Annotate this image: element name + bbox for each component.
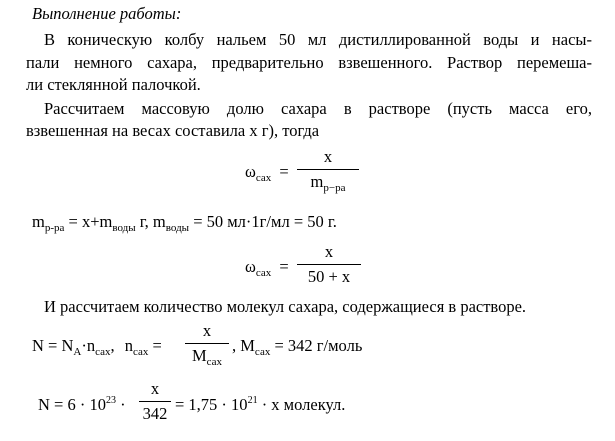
- paragraph-1-line-1: В коническую колбу нальем 50 мл дистиллированной воды и насы-: [44, 30, 592, 49]
- fraction-x-over-342: [139, 381, 171, 422]
- paragraph-1-line-3: ли стеклянной палочкой.: [26, 75, 201, 94]
- equals-sign: =: [279, 162, 289, 181]
- omega-symbol: ω: [245, 162, 256, 181]
- equation-mass-fraction-1: [245, 162, 289, 184]
- fraction-x-over-M-sugar: [185, 321, 229, 368]
- fraction-denominator: $M_{сах}$: [191, 345, 223, 368]
- section-heading: Выполнение работы:: [32, 4, 182, 23]
- fraction-x-over-m-solution: [297, 147, 359, 194]
- paragraph-1-line-2: пали немного сахара, предварительно взвешенного. Раствор перемеша-: [26, 53, 592, 72]
- paragraph-2-line-2: взвешенная на весах составила х г), тогда: [26, 121, 320, 140]
- fraction-denominator: 342: [142, 403, 168, 423]
- fraction-denominator: 50 + x: [307, 266, 351, 286]
- omega-subscript: сах: [255, 172, 272, 184]
- equation-molecule-count-result-rhs: = $1,75 \cdot 10^{21} \cdot x$ молекул.: [175, 395, 346, 414]
- equation-molecule-count-formula: $N = N_A\cdot n_{сах}$, $n_{сах}$ =: [32, 336, 162, 358]
- fraction-denominator: $m_{р-ра}$: [310, 171, 346, 194]
- fraction-numerator: x: [150, 379, 160, 398]
- equation-molecule-count-result-lhs: $N = 6 \cdot 10^{23}$ ·: [38, 395, 126, 414]
- paragraph-3: И рассчитаем количество молекул сахара, содержащиеся в растворе.: [44, 297, 527, 316]
- fraction-x-over-50-plus-x: [297, 244, 361, 285]
- equation-solution-mass: $m_{р-ра} = х+m_{воды}$ г, $m_{воды} = 50$ мл·1г/мл = 50 г.: [32, 212, 337, 234]
- paragraph-2-line-1: Рассчитаем массовую долю сахара в растворе (пусть масса его,: [44, 99, 592, 118]
- fraction-numerator: x: [323, 147, 333, 166]
- equation-mass-fraction-2: $\omega_{сах}$ =: [245, 257, 289, 279]
- fraction-numerator: x: [324, 242, 334, 261]
- fraction-numerator: x: [202, 321, 212, 340]
- equation-molar-mass: , $M_{сах} = 342$ г/моль: [232, 336, 363, 358]
